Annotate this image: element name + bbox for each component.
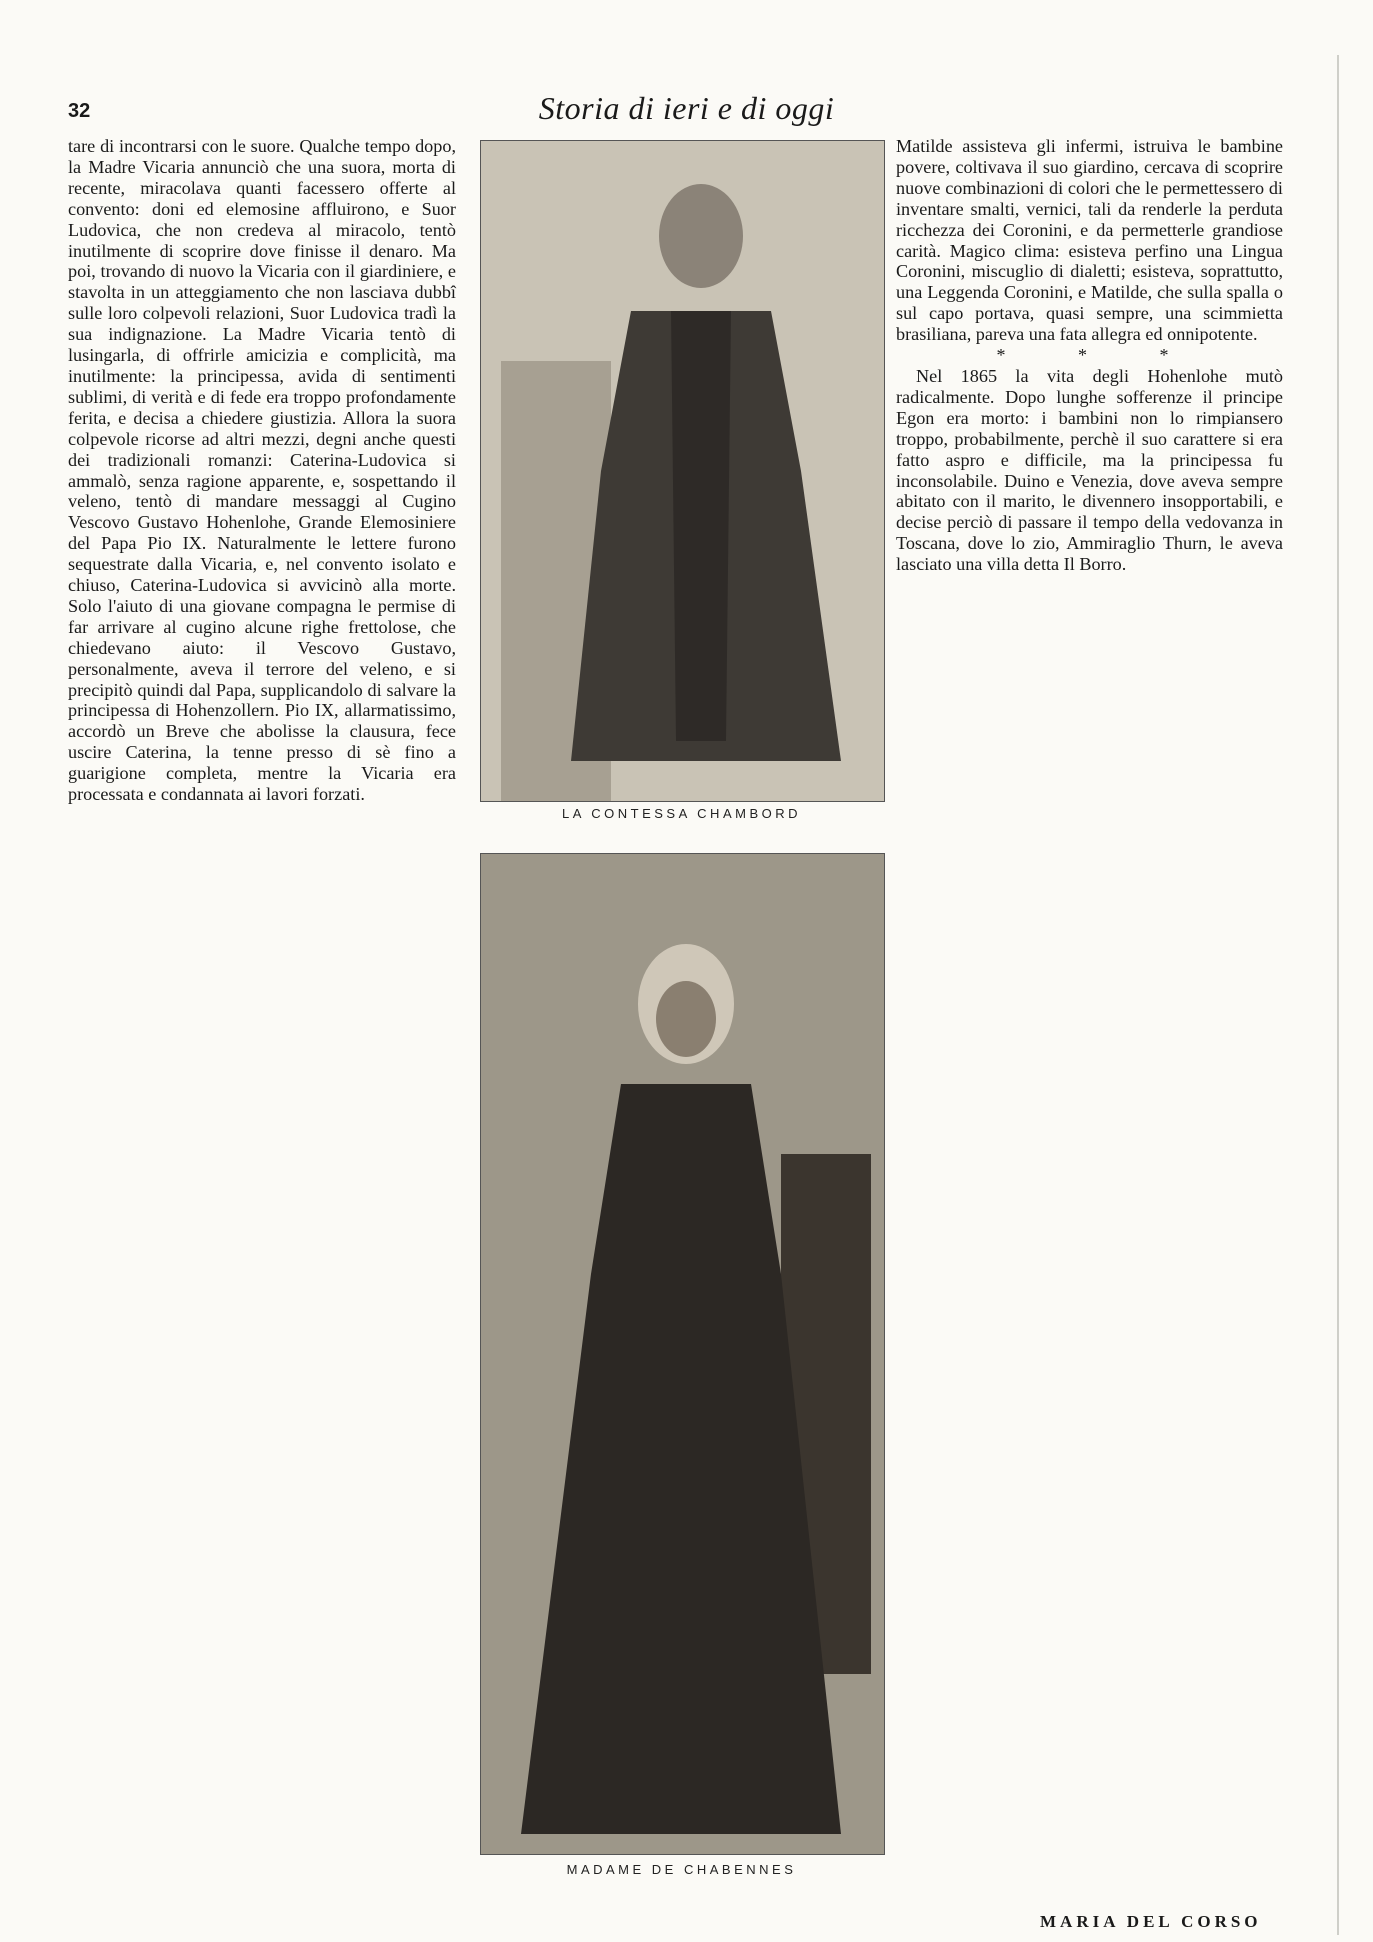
author-signature: MARIA DEL CORSO [1040,1912,1262,1931]
magazine-title: Storia di ieri e di oggi [538,90,835,126]
section-break-stars: * * * [996,345,1203,366]
paragraph: Nel 1865 la vita degli Hohenlohe mutò radicalmente. Dopo lunghe sofferenze il principe Egon era morto: i bambini non lo rimpiansero troppo, probabilmente, perchè il suo carattere si era fatto aspro e difficile, ma la principessa fu inconsolabile. Duino e Venezia, dove aveva sempre abitato con il marito, le divennero insopportabili, e decise perciò di passare il tempo della vedovanza in Toscana, dove lo zio, Ammiraglio Thurn, le aveva lasciato una villa detta Il Borro. [896,365,1283,575]
paragraph: Matilde assisteva gli infermi, istruiva le bambine povere, coltivava il suo giardino, cercava di scoprire nuove combinazioni di colori che le permettessero di inventare smalti, vernici, tali da renderle la perduta ricchezza dei Coronini, e da permetterle grandiose carità. Magico clima: esisteva perfino una Lingua Coronini, miscuglio di dialetti; esisteva, soprattutto, una Leggenda Coronini, e Matilde, che sulla spalla o sul capo portava, quasi sempre, una scimmietta brasiliana, pareva una fata allegra ed onnipotente. [896,136,1283,345]
page-edge-line [1337,55,1339,1935]
paragraph: tare di incontrarsi con le suore. Qualche tempo dopo, la Madre Vicaria annunciò che una suora, morta di recente, miracolava quanti facessero offerte al convento: doni ed elemosine affluirono, e Suor Ludovica, che non credeva al miracolo, tentò inutilmente di scoprire dove finisse il denaro. Ma poi, trovando di nuovo la Vicaria con il giardiniere, e stavolta in un atteggiamento che non lasciava dubbî sulle loro colpevoli relazioni, Suor Ludovica tradì la sua indignazione. La Madre Vicaria tentò di lusingarla, di offrirle amicizia e complicità, ma inutilmente: la principessa, avida di sentimenti sublimi, di verità e di fede era troppo profondamente ferita, e decisa a chiedere giustizia. Allora la suora colpevole ricorse ad altri mezzi, degni anche questi dei tradizionali romanzi: Caterina-Ludovica si ammalò, senza ragione apparente, e, sospettando il veleno, tentò di mandare messaggi al Cugino Vescovo Gustavo Hohenlohe, Grande Elemosiniere del Papa Pio IX. Naturalmente le lettere furono sequestrate dalla Vicaria, e, nel convento isolato e chiuso, Caterina-Ludovica si avvicinò alla morte. Solo l'aiuto di una giovane compagna le permise di far arrivare al cugino alcune righe frettolose, che chiedevano aiuto: il Vescovo Gustavo, personalmente, aveva il terrore del veleno, e si precipitò quindi dal Papa, supplicandolo di salvare la principessa di Hohenzollern. Pio IX, allarmatissimo, accordò un Breve che abolisse la clausura, fece uscire Caterina, la tenne presso di sè fino a guarigione completa, mentre la Vicaria era processata e condannata ai lavori forzati. [68,136,456,805]
portrait-photo-contessa-chambord [480,140,885,802]
photo-caption: LA CONTESSA CHAMBORD [561,806,802,821]
photo-caption: MADAME DE CHABENNES [566,1862,797,1877]
left-column [68,136,456,805]
page-number: 32 [68,100,91,122]
portrait-photo-madame-de-chabennes [480,853,885,1855]
portrait-figure-1 [481,141,884,801]
portrait-figure-2 [481,854,884,1854]
right-column [896,136,1283,575]
